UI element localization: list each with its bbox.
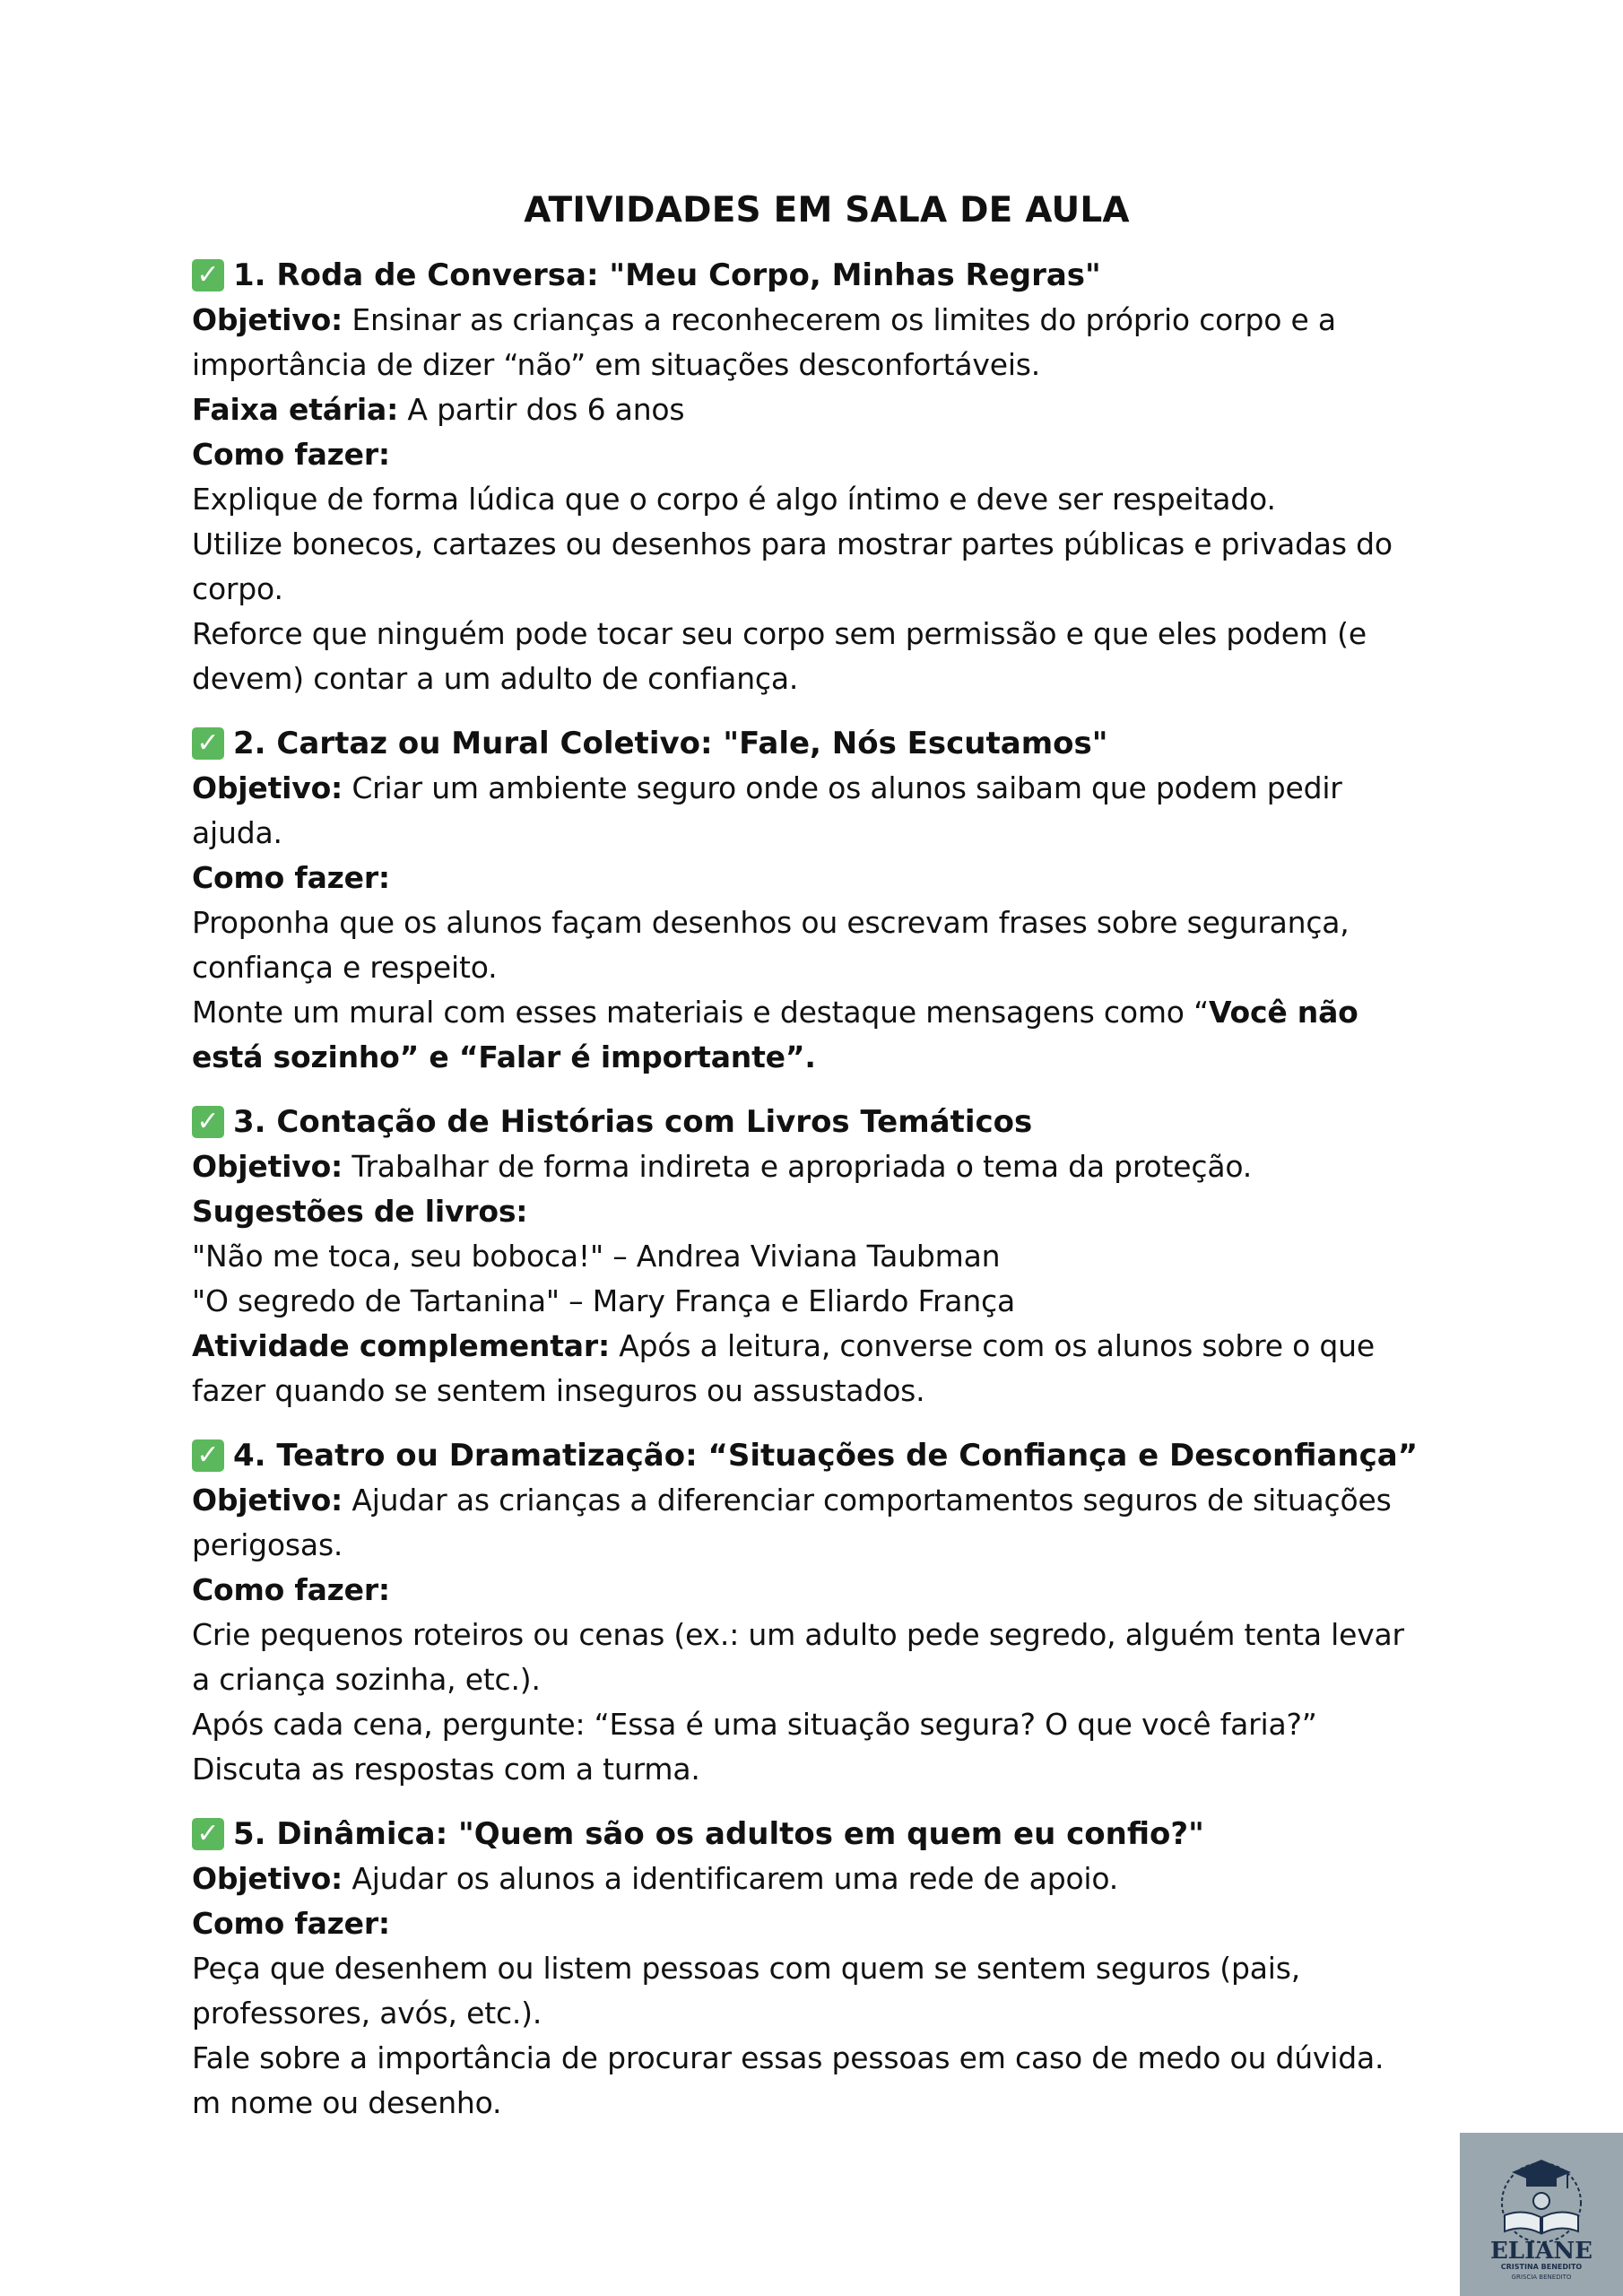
body-line: Proponha que os alunos façam desenhos ou escrevam frases sobre segurança, (192, 905, 1350, 940)
objective-label: Objetivo: (192, 1483, 343, 1518)
activity-section-1 (192, 253, 1462, 701)
how-to-label: Como fazer: (192, 1906, 390, 1941)
page-title: ATIVIDADES EM SALA DE AULA (524, 190, 1130, 230)
body-line: devem) contar a um adulto de confiança. (192, 661, 799, 696)
objective-line (192, 1144, 1462, 1189)
objective-text: Ajudar as crianças a diferenciar comportamentos seguros de situações (343, 1483, 1392, 1518)
mural-line (192, 990, 1462, 1035)
body-line: confiança e respeito. (192, 950, 498, 985)
section-heading (192, 1100, 1462, 1144)
objective-label: Objetivo: (192, 302, 343, 337)
body-line: m nome ou desenho. (192, 2085, 502, 2120)
how-to-label: Como fazer: (192, 860, 390, 895)
objective-text: Trabalhar de forma indireta e apropriada o tema da proteção. (343, 1149, 1253, 1184)
book-item: "Não me toca, seu boboca!" – Andrea Viviana Taubman (192, 1239, 1001, 1274)
objective-text: Ajudar os alunos a identificarem uma rede de apoio. (343, 1861, 1119, 1896)
section-heading-text: 4. Teatro ou Dramatização: “Situações de Confiança e Desconfiança” (233, 1438, 1419, 1474)
activity-section-3 (192, 1100, 1462, 1413)
check-mark-icon: ✓ (192, 1439, 224, 1472)
graduation-cap-book-icon (1460, 2133, 1623, 2296)
complementary-label: Atividade complementar: (192, 1328, 610, 1363)
body-line: Crie pequenos roteiros ou cenas (ex.: um adulto pede segredo, alguém tenta levar (192, 1617, 1404, 1652)
section-heading (192, 1433, 1462, 1478)
objective-label: Objetivo: (192, 1149, 343, 1184)
author-logo (1460, 2133, 1623, 2296)
objective-line (192, 766, 1462, 811)
how-to-label: Como fazer: (192, 1572, 390, 1607)
logo-line-1: CRISTINA BENEDITO (1500, 2263, 1583, 2271)
book-item: "O segredo de Tartanina" – Mary França e Eliardo França (192, 1283, 1016, 1318)
document-page (192, 185, 1462, 2145)
activity-section-2 (192, 721, 1462, 1080)
body-line: Fale sobre a importância de procurar essas pessoas em caso de medo ou dúvida. (192, 2040, 1384, 2075)
body-line: corpo. (192, 571, 283, 606)
body-line: Peça que desenhem ou listem pessoas com quem se sentem seguros (pais, (192, 1951, 1300, 1986)
mural-text: Monte um mural com esses materiais e destaque mensagens como “ (192, 995, 1209, 1030)
activity-section-4 (192, 1433, 1462, 1792)
check-mark-icon: ✓ (192, 1818, 224, 1850)
objective-line (192, 1857, 1462, 1901)
age-line (192, 387, 1462, 432)
check-mark-icon: ✓ (192, 1106, 224, 1138)
body-line: Reforce que ninguém pode tocar seu corpo sem permissão e que eles podem (e (192, 616, 1367, 651)
age-text: A partir dos 6 anos (398, 392, 685, 427)
section-heading-text: 2. Cartaz ou Mural Coletivo: "Fale, Nós Escutamos" (233, 726, 1108, 761)
objective-line (192, 298, 1462, 343)
objective-label: Objetivo: (192, 770, 343, 805)
objective-text-cont: perigosas. (192, 1527, 343, 1562)
books-label: Sugestões de livros: (192, 1194, 528, 1229)
objective-line (192, 1478, 1462, 1523)
body-line: professores, avós, etc.). (192, 1996, 542, 2031)
section-heading (192, 253, 1462, 298)
objective-label: Objetivo: (192, 1861, 343, 1896)
section-heading-text: 1. Roda de Conversa: "Meu Corpo, Minhas Regras" (233, 257, 1101, 293)
body-line: Após cada cena, pergunte: “Essa é uma situação segura? O que você faria?” (192, 1707, 1317, 1742)
body-line: a criança sozinha, etc.). (192, 1662, 541, 1697)
body-line: Discuta as respostas com a turma. (192, 1752, 700, 1787)
section-heading (192, 721, 1462, 766)
check-mark-icon: ✓ (192, 727, 224, 760)
check-mark-icon: ✓ (192, 259, 224, 291)
objective-text: Criar um ambiente seguro onde os alunos saibam que podem pedir (343, 770, 1342, 805)
mural-bold-text: está sozinho” e “Falar é importante”. (192, 1039, 816, 1074)
section-heading-text: 5. Dinâmica: "Quem são os adultos em quem eu confio?" (233, 1816, 1204, 1852)
mural-bold-text: Você não (1208, 995, 1358, 1030)
section-heading-text: 3. Contação de Histórias com Livros Temáticos (233, 1104, 1033, 1140)
objective-text-cont: importância de dizer “não” em situações desconfortáveis. (192, 347, 1041, 382)
age-label: Faixa etária: (192, 392, 399, 427)
body-line: Explique de forma lúdica que o corpo é algo íntimo e deve ser respeitado. (192, 482, 1276, 517)
complementary-text-cont: fazer quando se sentem inseguros ou assustados. (192, 1373, 925, 1408)
section-heading (192, 1812, 1462, 1857)
objective-text: Ensinar as crianças a reconhecerem os limites do próprio corpo e a (343, 302, 1336, 337)
objective-text-cont: ajuda. (192, 815, 282, 850)
logo-name: ELIANE (1489, 2238, 1593, 2265)
body-line: Utilize bonecos, cartazes ou desenhos para mostrar partes públicas e privadas do (192, 526, 1393, 561)
how-to-label: Como fazer: (192, 437, 390, 472)
activity-section-5 (192, 1812, 1462, 2126)
logo-line-2: GRISCIA BENEDITO (1511, 2274, 1572, 2281)
complementary-text: Após a leitura, converse com os alunos sobre o que (609, 1328, 1375, 1363)
complementary-line (192, 1324, 1462, 1369)
